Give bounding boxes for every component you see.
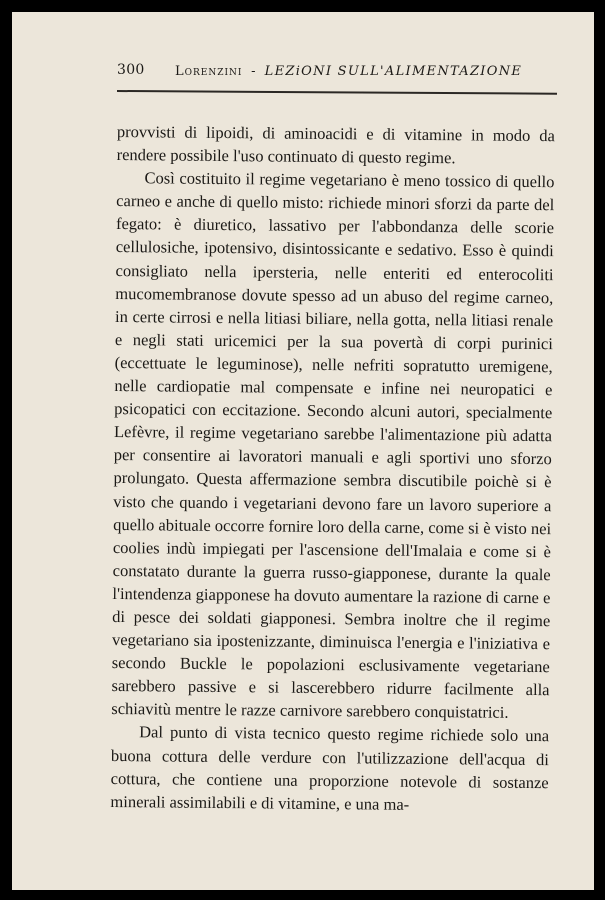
page-header	[117, 62, 557, 102]
paragraph-continuation: provvisti di lipoidi, di aminoacidi e di vitamine in modo da rendere possibile l'uso continuato di questo regime.	[116, 121, 555, 168]
book-page	[12, 12, 594, 890]
running-title	[175, 64, 522, 79]
header-rule	[117, 90, 557, 94]
body-text	[110, 120, 555, 817]
paragraph-vegetarian-regime: Così costituito il regime vegetariano è meno tossico di quello carneo e anche di quello misto: richiede minori sforzi da parte del fegato: è diuretico, lassativo per l'abbondanza delle scorie cellulosiche, ipotensivo, disintossicante e sedativo. Esso è quindi consigliato nella ipersteria, nelle enteriti ed enterocoliti mucomembranose dovute spesso ad un abuso del regime carneo, in certe cirrosi e nella litiasi biliare, nella gotta, nella litiasi renale e negli stati uricemici per la sua povertà di corpi purinici (eccettuate le leguminose), nelle nefriti sopratutto uremigene, nelle cardiopatie mal compensate e infine nei neuropatici e psicopatici con eccitazione. Secondo alcuni autori, specialmente Lefèvre, il regime vegetariano sarebbe l'alimentazione più adatta per consentire ai lavoratori manuali e agli sportivi uno sforzo prolungato. Questa affermazione sembra discutibile poichè si è visto che quando i vegetariani devono fare un lavoro superiore a quello abituale occorre fornire loro della carne, come si è visto nei coolies indù impiegati per l'ascensione dell'Imalaia e come si è constatato durante la guerra russo-giapponese, durante la quale l'intendenza giapponese ha dovuto aumentare la razione di carne e di pesce dei soldati giapponesi. Sembra inoltre che il regime vegetariano sia ipostenizzante, diminuisca l'energia e l'iniziativa e secondo Buckle le popolazioni esclusivamente vegetariane sarebbero passive e si lascerebbero ridurre facilmente alla schiavitù mentre le razze carnivore sarebbero conquistatrici.	[111, 168, 555, 723]
running-title-work: LEZiONI SULL'ALIMENTAZIONE	[264, 64, 523, 79]
running-title-separator: -	[251, 64, 257, 79]
paragraph-technical-view: Dal punto di vista tecnico questo regime richiede solo una buona cottura delle verdure con l'utilizzazione dell'acqua di cottura, che contiene una proporzione notevole di sostanze minerali assimilabili e di vitamine, e una ma-	[110, 722, 550, 814]
page-number: 300	[117, 62, 145, 78]
running-title-author: Lorenzini	[175, 64, 243, 79]
